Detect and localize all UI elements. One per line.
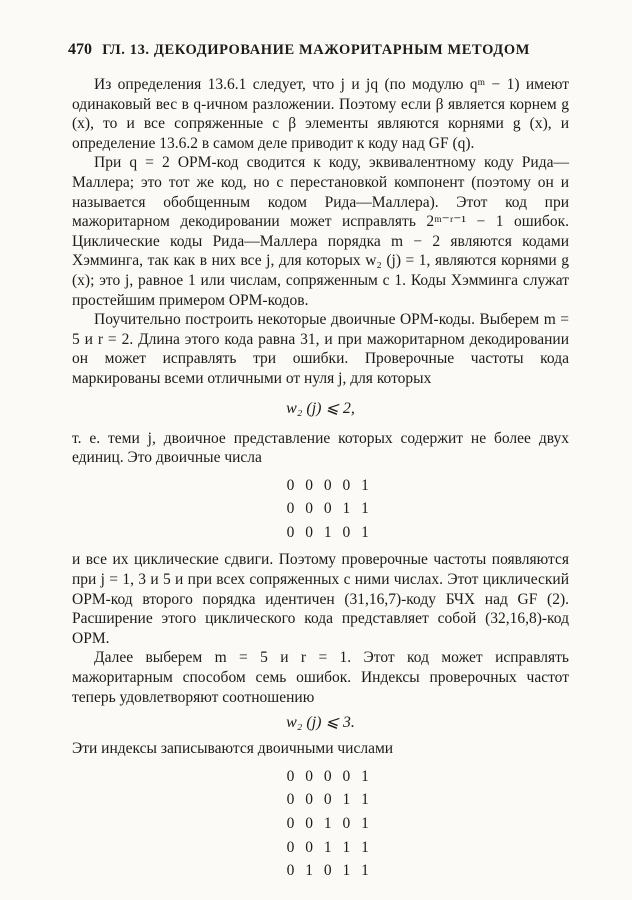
running-title: ГЛ. 13. ДЕКОДИРОВАНИЕ МАЖОРИТАРНЫМ МЕТОДОМ [102,42,531,58]
binary-number: 0 0 0 0 1 [286,476,373,494]
page-header [68,41,568,59]
page-number: 470 [68,41,92,58]
paragraph-4: т. е. теми j, двоичное представление которых содержит не более двух единиц. Это двоичные числа [72,429,569,467]
paragraph-5: и все их циклические сдвиги. Поэтому проверочные частоты появляются при j = 1, 3 и 5 и при всех сопряженных с ними числах. Этот циклический ОРМ-код второго порядка идентичен (31,16,7)-коду БЧХ над GF (2). Расширение этого циклического кода представляет собой (32,16,8)-код ОРМ. [72,551,569,647]
binary-number: 0 0 0 1 1 [286,791,373,809]
paragraph-3: Поучительно построить некоторые двоичные ОРМ-коды. Выберем m = 5 и r = 2. Длина этого кода равна 31, и при мажоритарном декодировании он может исправлять три ошибки. Проверочные частоты кода маркированы всеми отличными от нуля j, для которых [72,311,569,387]
paragraph-6: Далее выберем m = 5 и r = 1. Этот код может исправлять мажоритарным способом семь ошибок. Индексы проверочных частот теперь удовлетворяют соотношению [72,649,569,706]
paragraph-2: При q = 2 ОРМ-код сводится к коду, эквивалентному коду Рида—Маллера; это тот же код, но с перестановкой компонент (поэтому он и называется обобщенным кодом Рида—Маллера). Этот код при мажоритарном декодировании может исправлять 2ᵐ⁻ʳ⁻¹ − 1 ошибок. Циклические коды Рида—Маллера порядка m − 2 являются кодами Хэмминга, так как в них все j, для которых w₂ (j) = 1, являются корнями g (x); это j, равное 1 или числам, сопряженным с 1. Коды Хэмминга служат простейшим примером ОРМ-кодов. [72,154,569,309]
binary-number: 0 0 1 0 1 [286,523,373,541]
binary-number: 0 0 1 1 1 [286,838,373,856]
binary-number: 0 0 1 0 1 [286,815,373,832]
paragraph-7: Эти индексы записываются двоичными числами [72,740,394,758]
binary-number: 0 0 0 1 1 [286,500,373,518]
paragraph-1: Из определения 13.6.1 следует, что j и jq (по модулю qᵐ − 1) имеют одинаковый вес в q-ичном разложении. Поэтому если β является корнем g (x), то и все сопряженные с β элементы являются корнями g (x), и определение 13.6.2 в самом деле приводит к коду над GF (q). [72,76,569,152]
formula-weight-2: w₂ (j) ⩽ 2, [286,399,355,417]
binary-number: 0 1 0 1 1 [286,862,373,880]
formula-weight-3: w₂ (j) ⩽ 3. [286,714,355,732]
body-text [72,75,569,883]
binary-number: 0 0 0 0 1 [286,767,373,785]
